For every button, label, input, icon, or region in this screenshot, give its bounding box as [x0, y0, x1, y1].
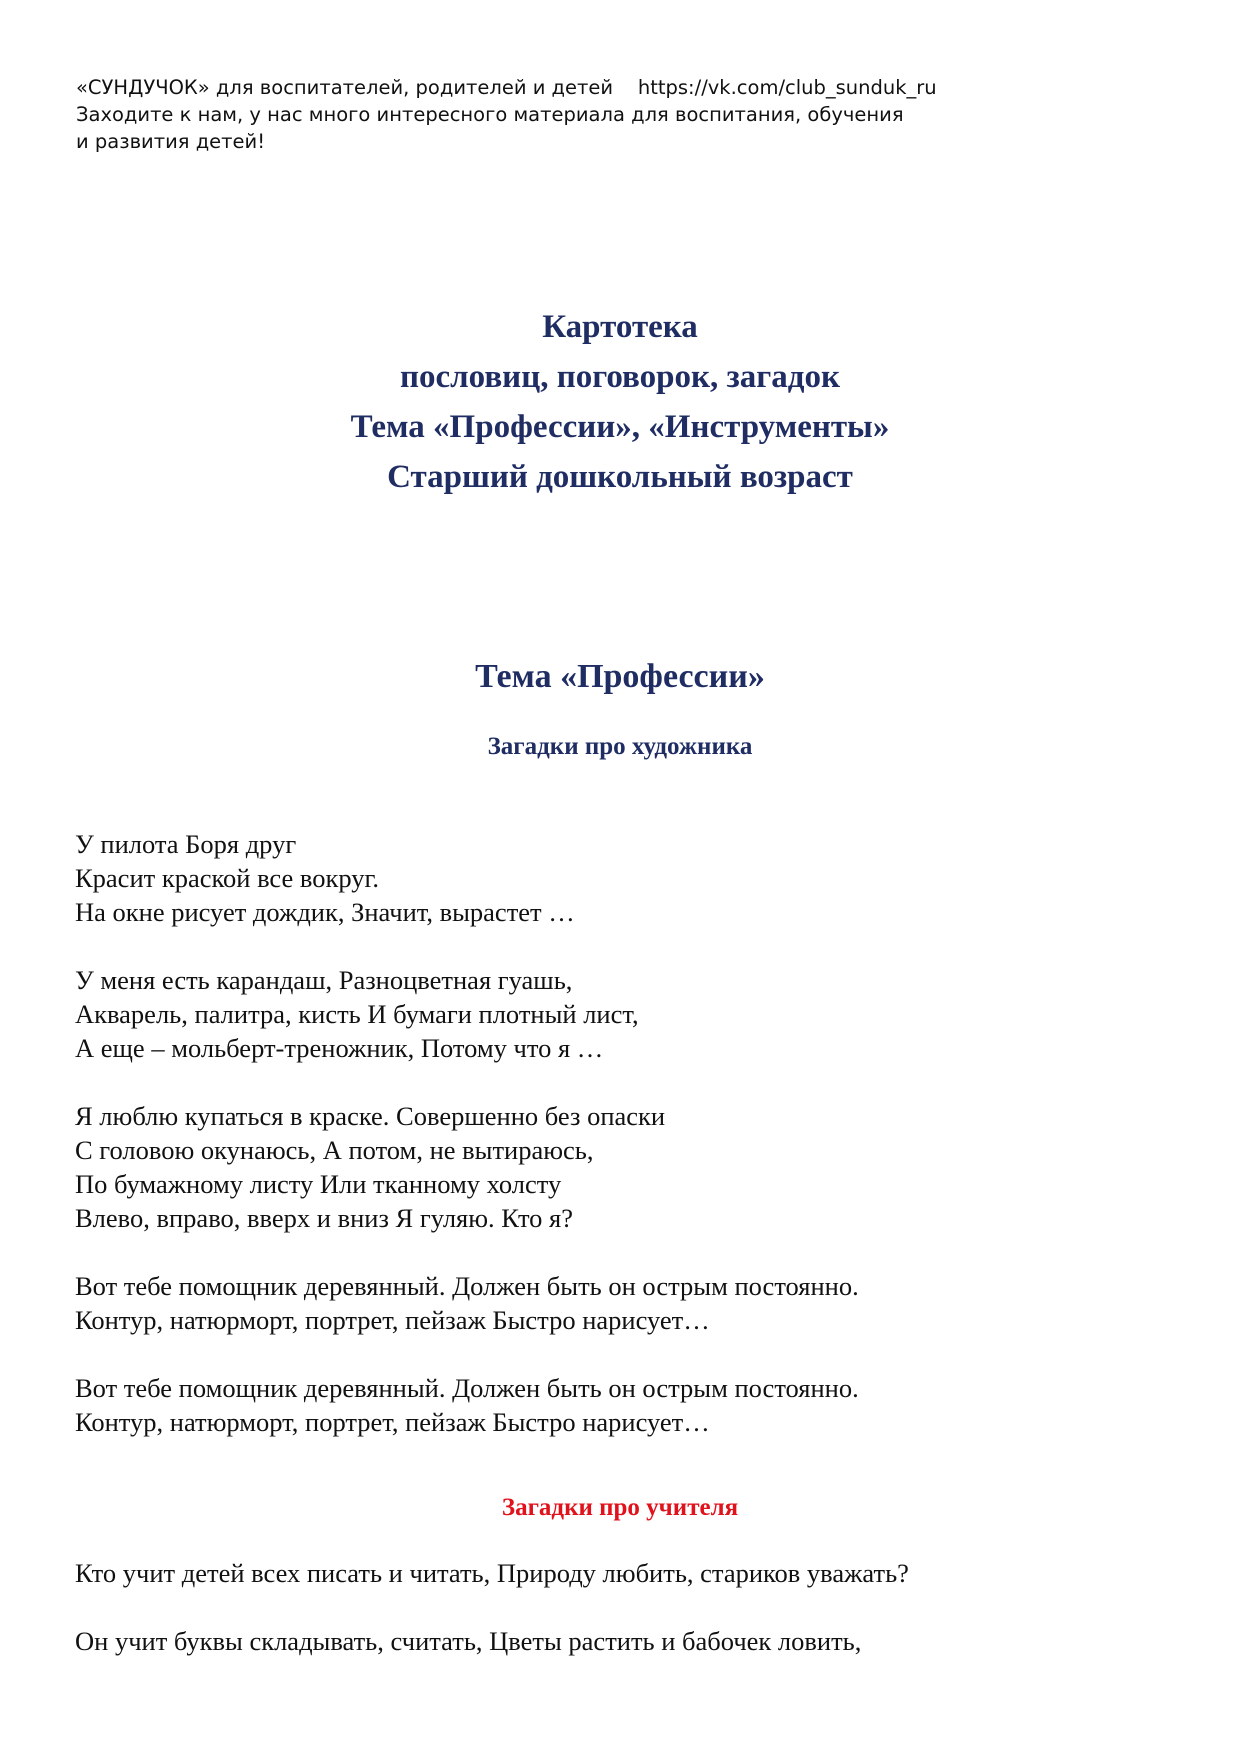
riddle	[75, 963, 1175, 1065]
riddle-line: С головою окунаюсь, А потом, не вытираюсь,	[75, 1135, 594, 1165]
riddle-line: А еще – мольберт-треножник, Потому что я …	[75, 1033, 604, 1063]
riddle-line: Акварель, палитра, кисть И бумаги плотный лист,	[75, 999, 639, 1029]
header-line: Заходите к нам, у нас много интересного материала для воспитания, обучения	[76, 103, 904, 126]
header-line: и развития детей!	[76, 130, 266, 153]
riddle-line: Вот тебе помощник деревянный. Должен быть он острым постоянно.	[75, 1271, 859, 1301]
title-line: Старший дошкольный возраст	[387, 459, 853, 495]
riddle-line: Я люблю купаться в краске. Совершенно без опаски	[75, 1101, 666, 1131]
title-line: Тема «Профессии», «Инструменты»	[350, 409, 890, 445]
riddle-line: По бумажному листу Или тканному холсту	[75, 1169, 562, 1199]
riddle-line: Вот тебе помощник деревянный. Должен быть он острым постоянно.	[75, 1373, 859, 1403]
riddle-line: У меня есть карандаш, Разноцветная гуашь,	[75, 965, 573, 995]
riddle-line: На окне рисует дождик, Значит, вырастет …	[75, 897, 575, 927]
riddle-line: Он учит буквы складывать, считать, Цветы растить и бабочек ловить,	[75, 1626, 862, 1656]
riddle-line: У пилота Боря друг	[75, 829, 297, 859]
header-line: «СУНДУЧОК» для воспитателей, родителей и детей https://vk.com/club_sunduk_ru	[76, 76, 937, 99]
teacher-riddles-heading: Загадки про учителя	[501, 1494, 739, 1521]
artist-riddles-heading: Загадки про художника	[487, 733, 753, 760]
section-title: Тема «Профессии»	[475, 658, 765, 695]
title-line: Картотека	[542, 309, 698, 345]
riddle	[75, 1556, 1175, 1590]
riddle-line: Контур, натюрморт, портрет, пейзаж Быстро нарисует…	[75, 1305, 710, 1335]
riddle	[75, 1624, 1175, 1658]
riddle	[75, 827, 1175, 929]
riddle-line: Контур, натюрморт, портрет, пейзаж Быстро нарисует…	[75, 1407, 710, 1437]
riddle-line: Влево, вправо, вверх и вниз Я гуляю. Кто я?	[75, 1203, 574, 1233]
riddle	[75, 1099, 1175, 1235]
document-title	[0, 302, 1240, 502]
site-header	[76, 74, 1076, 155]
riddle-line: Красит краской все вокруг.	[75, 863, 380, 893]
artist-riddles-list	[75, 827, 1175, 1439]
riddle	[75, 1371, 1175, 1439]
riddle	[75, 1269, 1175, 1337]
title-line: пословиц, поговорок, загадок	[400, 359, 840, 395]
riddle-line: Кто учит детей всех писать и читать, Природу любить, стариков уважать?	[75, 1558, 909, 1588]
teacher-riddles-list	[75, 1556, 1175, 1658]
